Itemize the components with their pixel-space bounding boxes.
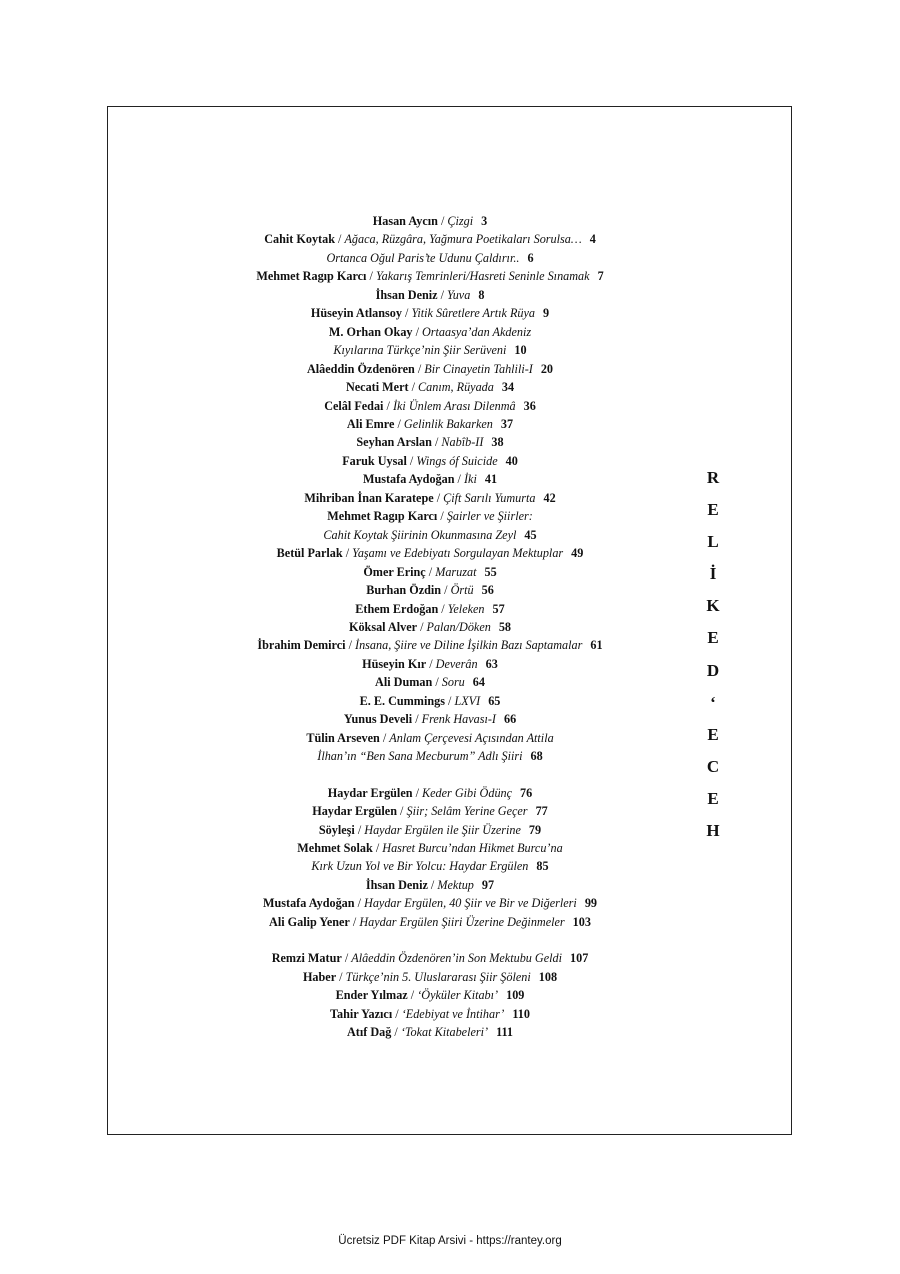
entry-author: Ali Galip Yener bbox=[269, 914, 350, 929]
entry-page-number: 79 bbox=[528, 822, 542, 837]
entry-author: M. Orhan Okay bbox=[328, 324, 413, 339]
entry-title: Canım, Rüyada bbox=[418, 380, 494, 395]
entry-author: Celâl Fedai bbox=[324, 398, 384, 413]
entry-separator: / bbox=[401, 306, 412, 321]
entry-author: Ömer Erinç bbox=[363, 564, 426, 579]
entry-separator: / bbox=[412, 712, 422, 727]
entry-separator: / bbox=[341, 951, 352, 966]
toc-entry bbox=[130, 415, 730, 433]
toc-entry bbox=[130, 452, 730, 470]
entry-title: LXVI bbox=[454, 693, 481, 708]
entry-page-number: 42 bbox=[543, 490, 556, 505]
toc-entry bbox=[130, 600, 730, 618]
entry-title: Türkçe’nin 5. Uluslararası Şiir Şöleni bbox=[345, 969, 531, 984]
entry-page-number: 97 bbox=[481, 877, 495, 892]
entry-separator: / bbox=[417, 619, 427, 634]
entry-separator: / bbox=[431, 435, 442, 450]
toc-entry bbox=[130, 839, 730, 857]
entry-author: Mihriban İnan Karatepe bbox=[304, 490, 434, 505]
entry-separator: / bbox=[426, 656, 436, 671]
entry-separator: / bbox=[397, 804, 407, 819]
entry-author: Tahir Yazıcı bbox=[330, 1006, 393, 1021]
entry-author: İhsan Deniz bbox=[365, 877, 428, 892]
entry-author: Mehmet Solak bbox=[297, 840, 373, 855]
entry-page-number: 49 bbox=[571, 546, 584, 561]
entry-author: İhsan Deniz bbox=[375, 287, 438, 302]
entry-title: Haydar Ergülen ile Şiir Üzerine bbox=[364, 822, 521, 837]
entry-separator: / bbox=[427, 877, 438, 892]
entry-page-number: 45 bbox=[524, 527, 537, 542]
entry-page-number: 40 bbox=[505, 453, 518, 468]
entry-author: Tülin Arseven bbox=[306, 730, 380, 745]
entry-separator: / bbox=[438, 601, 448, 616]
toc-entry bbox=[130, 526, 730, 544]
entry-title: Wings óf Suicide bbox=[416, 453, 498, 468]
toc-entry bbox=[130, 1023, 730, 1041]
toc-entry bbox=[130, 397, 730, 415]
entry-page-number: 65 bbox=[488, 693, 501, 708]
entry-page-number: 76 bbox=[520, 785, 533, 800]
toc-entry bbox=[130, 655, 730, 673]
entry-title: Haydar Ergülen, 40 Şiir ve Bir ve Diğerleri bbox=[364, 896, 577, 911]
toc-entry bbox=[130, 747, 730, 765]
entry-separator: / bbox=[412, 324, 422, 339]
toc-entry bbox=[130, 230, 730, 248]
entry-separator: / bbox=[412, 785, 422, 800]
entry-author: Köksal Alver bbox=[348, 619, 418, 634]
entry-title: Anlam Çerçevesi Açısından Attila bbox=[389, 730, 554, 745]
side-heading-letter: C bbox=[706, 756, 720, 776]
toc-entry bbox=[130, 360, 730, 378]
side-heading-hece-dekiler bbox=[700, 462, 726, 847]
entry-title: İki bbox=[463, 472, 477, 487]
entry-page-number: 58 bbox=[498, 619, 512, 634]
entry-separator: / bbox=[414, 361, 425, 376]
entry-title: Soru bbox=[441, 675, 465, 690]
entry-separator: / bbox=[336, 969, 346, 984]
entry-title: ‘Öyküler Kitabı’ bbox=[417, 988, 499, 1003]
entry-author: Hüseyin Atlansoy bbox=[310, 306, 402, 321]
entry-title: ‘Tokat Kitabeleri’ bbox=[400, 1025, 489, 1040]
side-heading-letter: İ bbox=[709, 564, 717, 584]
entry-title: ‘Edebiyat ve İntihar’ bbox=[401, 1006, 505, 1021]
entry-page-number: 3 bbox=[481, 214, 488, 228]
entry-author: Seyhan Arslan bbox=[356, 435, 432, 450]
toc-entry bbox=[130, 949, 730, 967]
entry-author: Mustafa Aydoğan bbox=[263, 896, 355, 911]
table-of-contents bbox=[130, 212, 730, 1041]
entry-page-number: 7 bbox=[597, 269, 604, 284]
entry-author: Ali Emre bbox=[346, 416, 395, 431]
entry-title: Yitik Sûretlere Artık Rüya bbox=[411, 306, 536, 321]
entry-page-number: 85 bbox=[536, 859, 549, 874]
entry-author: Necati Mert bbox=[345, 380, 409, 395]
toc-entry bbox=[130, 692, 730, 710]
entry-page-number: 66 bbox=[503, 712, 517, 727]
side-heading-letter: E bbox=[707, 788, 719, 808]
entry-page-number: 110 bbox=[512, 1006, 530, 1021]
entry-author: Yunus Develi bbox=[343, 712, 413, 727]
entry-author: Cahit Koytak bbox=[264, 232, 335, 247]
entry-separator: / bbox=[354, 896, 365, 911]
entry-author: Hasan Aycın bbox=[372, 214, 438, 228]
entry-separator: / bbox=[437, 509, 447, 524]
entry-title: Kırk Uzun Yol ve Bir Yolcu: Haydar Ergülen bbox=[311, 859, 529, 874]
entry-page-number: 57 bbox=[492, 601, 505, 616]
toc-entry bbox=[130, 249, 730, 267]
entry-separator: / bbox=[406, 453, 417, 468]
entry-page-number: 107 bbox=[570, 951, 589, 966]
group-gap bbox=[130, 931, 730, 949]
entry-page-number: 63 bbox=[485, 656, 498, 671]
entry-separator: / bbox=[349, 914, 360, 929]
entry-page-number: 99 bbox=[584, 896, 597, 911]
entry-author: Ender Yılmaz bbox=[335, 988, 408, 1003]
entry-separator: / bbox=[379, 730, 390, 745]
entry-author: Hüseyin Kır bbox=[362, 656, 427, 671]
toc-entry bbox=[130, 581, 730, 599]
toc-entry bbox=[130, 636, 730, 654]
entry-separator: / bbox=[432, 675, 442, 690]
toc-entry bbox=[130, 821, 730, 839]
entry-page-number: 4 bbox=[589, 232, 596, 247]
entry-title: Alâeddin Özdenören’in Son Mektubu Geldi bbox=[351, 951, 563, 966]
entry-author: Atıf Dağ bbox=[347, 1025, 392, 1040]
entry-title: İlhan’ın “Ben Sana Mecburum” Adlı Şiiri bbox=[317, 749, 523, 764]
entry-separator: / bbox=[437, 287, 448, 302]
entry-separator: / bbox=[392, 1006, 402, 1021]
side-heading-letter: D bbox=[706, 660, 720, 680]
side-heading-letter: L bbox=[707, 532, 719, 552]
entry-title: İki Ünlem Arası Dilenmâ bbox=[392, 398, 516, 413]
entry-title: İnsana, Şiire ve Diline İşilkin Bazı Saptamalar bbox=[355, 638, 583, 653]
entry-separator: / bbox=[407, 988, 418, 1003]
side-heading-letter: E bbox=[707, 500, 719, 520]
toc-entry bbox=[130, 710, 730, 728]
toc-entry bbox=[130, 378, 730, 396]
toc-entry bbox=[130, 913, 730, 931]
entry-page-number: 10 bbox=[514, 343, 527, 358]
entry-title: Frenk Havası-I bbox=[421, 712, 496, 727]
entry-author: Haydar Ergülen bbox=[312, 804, 397, 819]
entry-page-number: 6 bbox=[527, 250, 534, 265]
entry-title: Örtü bbox=[450, 583, 474, 598]
toc-entry bbox=[130, 544, 730, 562]
entry-page-number: 9 bbox=[543, 306, 550, 321]
entry-separator: / bbox=[408, 380, 419, 395]
entry-title: Yaşamı ve Edebiyatı Sorgulayan Mektuplar bbox=[352, 546, 564, 561]
toc-entry bbox=[130, 1005, 730, 1023]
entry-page-number: 111 bbox=[496, 1025, 513, 1040]
entry-title: Palan/Döken bbox=[426, 619, 491, 634]
entry-separator: / bbox=[441, 583, 451, 598]
entry-separator: / bbox=[391, 1025, 401, 1040]
toc-entry bbox=[130, 968, 730, 986]
entry-author: Söyleşi bbox=[318, 822, 355, 837]
entry-author: Remzi Matur bbox=[271, 951, 342, 966]
entry-author: Mustafa Aydoğan bbox=[362, 472, 455, 487]
entry-page-number: 108 bbox=[538, 969, 558, 984]
entry-page-number: 36 bbox=[523, 398, 536, 413]
entry-separator: / bbox=[444, 693, 455, 708]
toc-entry bbox=[130, 433, 730, 451]
entry-separator: / bbox=[383, 398, 393, 413]
entry-page-number: 55 bbox=[484, 564, 497, 579]
toc-entry bbox=[130, 212, 730, 230]
side-heading-letter: E bbox=[707, 628, 719, 648]
group-gap bbox=[130, 766, 730, 784]
entry-author: İbrahim Demirci bbox=[257, 638, 346, 653]
side-heading-letter: R bbox=[706, 468, 720, 487]
entry-title: Yeleken bbox=[447, 601, 485, 616]
entry-title: Nabîb-II bbox=[441, 435, 484, 450]
toc-entry bbox=[130, 857, 730, 875]
entry-title: Yuva bbox=[447, 287, 471, 302]
entry-page-number: 103 bbox=[572, 914, 591, 929]
toc-entry bbox=[130, 673, 730, 691]
side-heading-letter: K bbox=[706, 596, 720, 616]
entry-separator: / bbox=[454, 472, 464, 487]
entry-title: Haydar Ergülen Şiiri Üzerine Değinmeler bbox=[359, 914, 565, 929]
entry-title: Kıyılarına Türkçe’nin Şiir Serüveni bbox=[333, 343, 507, 358]
entry-page-number: 77 bbox=[535, 804, 548, 819]
toc-entry bbox=[130, 489, 730, 507]
side-heading-letter: H bbox=[706, 821, 720, 841]
toc-entry bbox=[130, 563, 730, 581]
toc-entry bbox=[130, 304, 730, 322]
footer-text[interactable]: Ücretsiz PDF Kitap Arsivi - https://rantey.org bbox=[338, 1235, 562, 1247]
entry-separator: / bbox=[372, 840, 383, 855]
entry-page-number: 8 bbox=[478, 287, 485, 302]
entry-author: E. E. Cummings bbox=[359, 693, 445, 708]
entry-title: Yakarış Temrinleri/Hasreti Seninle Sınamak bbox=[375, 269, 590, 284]
entry-page-number: 56 bbox=[481, 583, 494, 598]
entry-title: Şairler ve Şiirler: bbox=[446, 509, 533, 524]
toc-entry bbox=[130, 341, 730, 359]
entry-author: Alâeddin Özdenören bbox=[306, 361, 415, 376]
toc-entry bbox=[130, 802, 730, 820]
toc-entry bbox=[130, 876, 730, 894]
entry-title: Cahit Koytak Şiirinin Okunmasına Zeyl bbox=[323, 527, 517, 542]
entry-author: Ali Duman bbox=[375, 675, 433, 690]
entry-separator: / bbox=[366, 269, 376, 284]
entry-title: Çift Sarılı Yumurta bbox=[443, 490, 536, 505]
entry-title: Ortanca Oğul Paris’te Udunu Çaldırır.. bbox=[326, 250, 520, 265]
entry-author: Betül Parlak bbox=[276, 546, 343, 561]
toc-entry bbox=[130, 470, 730, 488]
entry-separator: / bbox=[342, 546, 353, 561]
toc-entry bbox=[130, 267, 730, 285]
entry-page-number: 64 bbox=[472, 675, 485, 690]
entry-page-number: 34 bbox=[501, 380, 515, 395]
entry-author: Haydar Ergülen bbox=[327, 785, 413, 800]
entry-page-number: 37 bbox=[500, 416, 514, 431]
entry-page-number: 109 bbox=[506, 988, 525, 1003]
side-heading-letter: ‘ bbox=[710, 692, 716, 712]
toc-entry bbox=[130, 894, 730, 912]
entry-page-number: 41 bbox=[484, 472, 498, 487]
entry-author: Faruk Uysal bbox=[342, 453, 407, 468]
entry-separator: / bbox=[334, 232, 345, 247]
entry-author: Burhan Özdin bbox=[366, 583, 442, 598]
entry-separator: / bbox=[394, 416, 404, 431]
toc-entry bbox=[130, 286, 730, 304]
toc-entry bbox=[130, 986, 730, 1004]
entry-page-number: 20 bbox=[540, 361, 554, 376]
entry-separator: / bbox=[433, 490, 444, 505]
entry-author: Mehmet Ragıp Karcı bbox=[256, 269, 367, 284]
entry-author: Haber bbox=[302, 969, 337, 984]
entry-author: Mehmet Ragıp Karcı bbox=[327, 509, 438, 524]
toc-entry bbox=[130, 618, 730, 636]
entry-page-number: 68 bbox=[530, 749, 543, 764]
toc-entry bbox=[130, 507, 730, 525]
toc-entry bbox=[130, 729, 730, 747]
entry-title: Ortaasya’dan Akdeniz bbox=[422, 324, 532, 339]
entry-page-number: 38 bbox=[491, 435, 504, 450]
entry-separator: / bbox=[345, 638, 356, 653]
entry-title: Hasret Burcu’ndan Hikmet Burcu’na bbox=[382, 840, 563, 855]
entry-separator: / bbox=[354, 822, 365, 837]
toc-entry bbox=[130, 323, 730, 341]
toc-entry bbox=[130, 784, 730, 802]
entry-title: Ağaca, Rüzgâra, Yağmura Poetikaları Sorulsa… bbox=[344, 232, 582, 247]
entry-title: Şiir; Selâm Yerine Geçer bbox=[406, 804, 528, 819]
entry-title: Maruzat bbox=[435, 564, 477, 579]
entry-title: Deverân bbox=[435, 656, 478, 671]
entry-author: Ethem Erdoğan bbox=[355, 601, 439, 616]
entry-title: Çizgi bbox=[447, 214, 474, 228]
entry-title: Bir Cinayetin Tahlili-I bbox=[424, 361, 533, 376]
entry-separator: / bbox=[437, 214, 448, 228]
entry-title: Mektup bbox=[437, 877, 474, 892]
entry-title: Keder Gibi Ödünç bbox=[422, 785, 513, 800]
entry-separator: / bbox=[425, 564, 436, 579]
entry-title: Gelinlik Bakarken bbox=[403, 416, 493, 431]
side-heading-letter: E bbox=[707, 724, 719, 744]
entry-page-number: 61 bbox=[590, 638, 603, 653]
